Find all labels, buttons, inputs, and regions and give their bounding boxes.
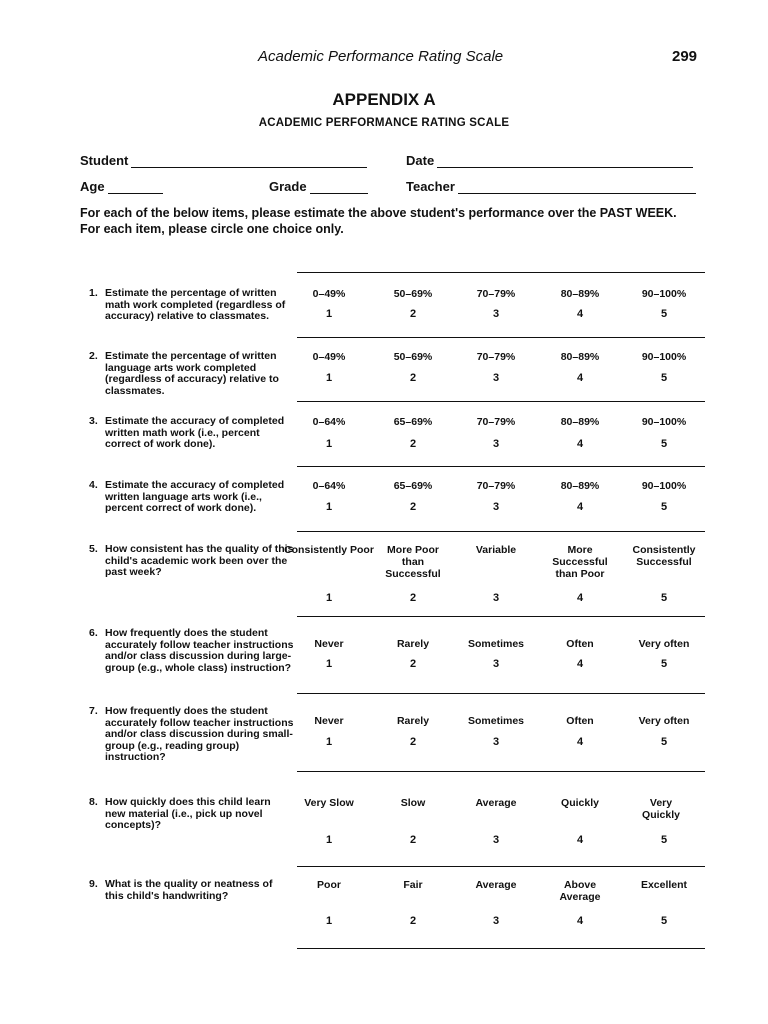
item-text: How quickly does this child learn new material (i.e., pick up novel concepts)? [105,796,271,831]
running-title: Academic Performance Rating Scale [258,48,504,65]
option-label: 80–89% [560,351,600,363]
option-label: 90–100% [641,480,687,492]
rating-value-2[interactable]: 2 [409,308,417,320]
item-text: Estimate the accuracy of completed written math work (i.e., percent correct of work done). [105,415,285,450]
option-label: Very often [638,715,690,727]
option-label: 70–79% [476,351,516,363]
item-rule [297,272,705,273]
rating-value-3[interactable]: 3 [492,438,500,450]
item-text: How frequently does the student accurately follow teacher instructions and/or class discussion during large-group (e.g., whole class) instruction? [105,627,294,674]
option-label: Often [566,638,594,650]
option-label: 80–89% [560,480,600,492]
option-label: 0–64% [312,480,346,492]
student-blank [131,155,367,168]
item-question [89,480,294,515]
rating-value-4[interactable]: 4 [576,438,584,450]
rating-value-3[interactable]: 3 [492,372,500,384]
item-question [89,706,294,764]
appendix-title: APPENDIX A [332,90,436,109]
option-label: Very Slow [304,797,354,809]
rating-value-3[interactable]: 3 [492,308,500,320]
option-label: 0–49% [312,351,346,363]
option-label: 65–69% [393,416,433,428]
rating-value-1[interactable]: 1 [325,372,333,384]
rating-value-1[interactable]: 1 [325,736,333,748]
rating-value-4[interactable]: 4 [576,658,584,670]
item-rule [297,531,705,532]
rating-value-3[interactable]: 3 [492,736,500,748]
option-label: 0–49% [312,288,346,300]
option-label: Sometimes [467,638,525,650]
rating-value-2[interactable]: 2 [409,915,417,927]
grade-blank [310,181,368,194]
item-question [89,351,294,397]
option-label: 50–69% [393,351,433,363]
option-label: 65–69% [393,480,433,492]
rating-value-4[interactable]: 4 [576,736,584,748]
option-label: Quickly [561,797,599,809]
age-blank [108,181,163,194]
rating-value-1[interactable]: 1 [325,592,333,604]
rating-value-4[interactable]: 4 [576,372,584,384]
option-label: More Poor than Successful [385,544,441,580]
item-text: Estimate the percentage of written math work completed (regardless of accuracy) relative to classmates. [105,287,286,322]
option-label: 90–100% [641,351,687,363]
item-number: 6. [89,627,98,639]
rating-value-1[interactable]: 1 [325,658,333,670]
instructions: For each of the below items, please estimate the above student's performance over the PAST WEEK. For each item, please circle one choice only. [80,206,677,236]
age-field [80,179,163,194]
rating-value-3[interactable]: 3 [492,915,500,927]
option-label: Consistently Successful [632,544,696,568]
age-label: Age [80,179,105,194]
running-header [0,48,768,68]
item-rule [297,693,705,694]
rating-value-2[interactable]: 2 [409,736,417,748]
option-label: Very often [638,638,690,650]
rating-value-1[interactable]: 1 [325,501,333,513]
grade-field [269,179,368,194]
item-number: 3. [89,415,98,427]
rating-value-1[interactable]: 1 [325,308,333,320]
option-label: Fair [403,879,423,891]
rating-value-1[interactable]: 1 [325,834,333,846]
rating-value-2[interactable]: 2 [409,658,417,670]
option-label: Average [475,879,517,891]
item-text: Estimate the percentage of written language arts work completed (regardless of accuracy) relative to classmates. [105,350,279,397]
rating-value-4[interactable]: 4 [576,834,584,846]
option-label: Never [314,715,344,727]
rating-value-1[interactable]: 1 [325,438,333,450]
item-rule [297,616,705,617]
teacher-field [406,179,696,194]
rating-value-2[interactable]: 2 [409,834,417,846]
item-rule [297,337,705,338]
item-number: 2. [89,350,98,362]
page-number: 299 [672,48,698,65]
option-label: Above Average [559,879,601,903]
item-number: 7. [89,705,98,717]
rating-value-4[interactable]: 4 [576,592,584,604]
item-question [89,797,294,832]
rating-value-5[interactable]: 5 [660,736,668,748]
option-label: Rarely [396,638,430,650]
option-label: Consistently Poor [284,544,374,556]
date-field [406,153,693,168]
rating-value-3[interactable]: 3 [492,834,500,846]
rating-value-4[interactable]: 4 [576,308,584,320]
item-text: How frequently does the student accurately follow teacher instructions and/or class discussion during small-group (e.g., reading group) instruction? [105,705,294,763]
rating-value-1[interactable]: 1 [325,915,333,927]
rating-value-2[interactable]: 2 [409,592,417,604]
rating-value-5[interactable]: 5 [660,834,668,846]
option-label: Rarely [396,715,430,727]
rating-value-2[interactable]: 2 [409,438,417,450]
rating-value-5[interactable]: 5 [660,438,668,450]
rating-value-4[interactable]: 4 [576,501,584,513]
option-label: 70–79% [476,480,516,492]
item-number: 9. [89,878,98,890]
item-number: 1. [89,287,98,299]
teacher-label: Teacher [406,179,455,194]
rating-value-3[interactable]: 3 [492,658,500,670]
student-field [80,153,367,168]
item-rule [297,948,705,949]
option-label: Never [314,638,344,650]
option-label: Variable [475,544,517,556]
option-label: Poor [317,879,341,891]
option-label: 0–64% [312,416,346,428]
student-label: Student [80,153,129,168]
option-label: 70–79% [476,416,516,428]
option-label: Slow [400,797,426,809]
form-title: ACADEMIC PERFORMANCE RATING SCALE [258,117,510,129]
rating-value-5[interactable]: 5 [660,308,668,320]
item-text: How consistent has the quality of this child's academic work been over the past week? [105,543,294,578]
rating-value-5[interactable]: 5 [660,658,668,670]
date-blank [437,155,693,168]
option-label: 50–69% [393,288,433,300]
item-rule [297,401,705,402]
grade-label: Grade [269,179,307,194]
item-number: 5. [89,543,98,555]
item-text: What is the quality or neatness of this child's handwriting? [105,878,273,902]
option-label: 80–89% [560,288,600,300]
item-question [89,879,294,902]
option-label: Very Quickly [642,797,680,821]
rating-value-5[interactable]: 5 [660,592,668,604]
rating-value-3[interactable]: 3 [492,592,500,604]
item-rule [297,466,705,467]
item-question [89,288,294,323]
item-rule [297,771,705,772]
option-label: 70–79% [476,288,516,300]
rating-value-2[interactable]: 2 [409,501,417,513]
option-label: 90–100% [641,288,687,300]
item-number: 8. [89,796,98,808]
item-number: 4. [89,479,98,491]
item-question [89,628,294,674]
option-label: Average [475,797,517,809]
option-label: 80–89% [560,416,600,428]
item-question [89,544,294,579]
date-label: Date [406,153,435,168]
rating-value-3[interactable]: 3 [492,501,500,513]
option-label: Sometimes [467,715,525,727]
rating-value-2[interactable]: 2 [409,372,417,384]
option-label: More Successful than Poor [552,544,608,580]
rating-value-5[interactable]: 5 [660,501,668,513]
option-label: 90–100% [641,416,687,428]
option-label: Excellent [640,879,688,891]
rating-value-4[interactable]: 4 [576,915,584,927]
rating-value-5[interactable]: 5 [660,915,668,927]
rating-value-5[interactable]: 5 [660,372,668,384]
item-rule [297,866,705,867]
item-text: Estimate the accuracy of completed written language arts work (i.e., percent correct of work done). [105,479,285,514]
teacher-blank [458,181,696,194]
item-question [89,416,294,451]
option-label: Often [566,715,594,727]
